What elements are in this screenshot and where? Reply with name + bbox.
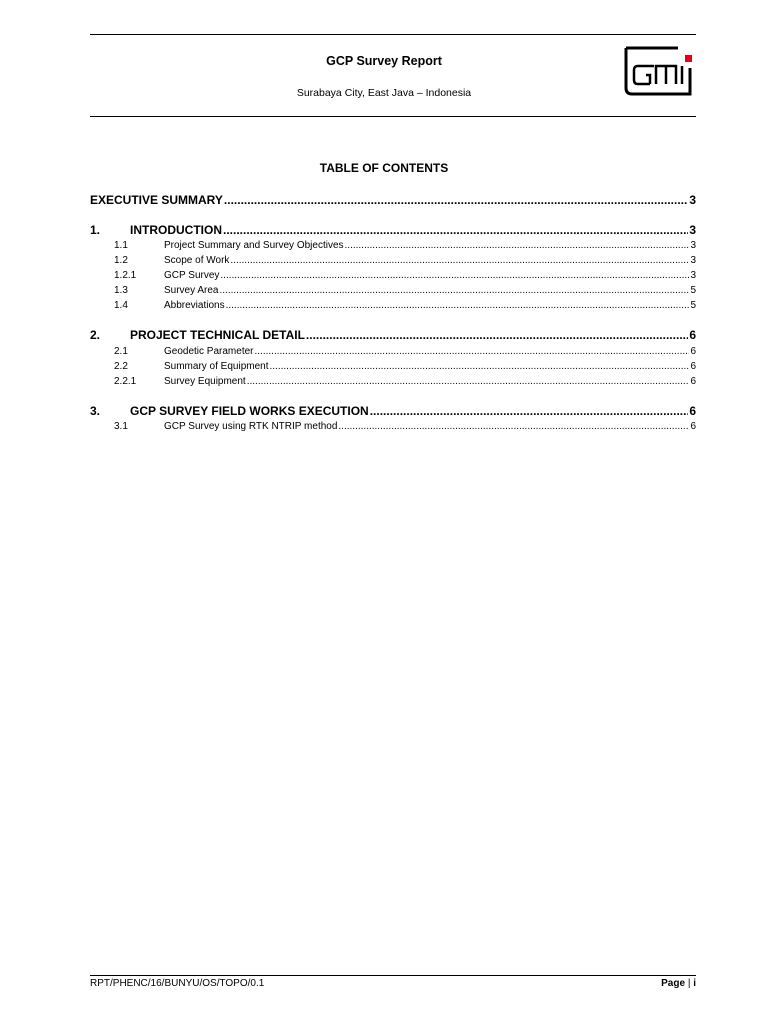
toc-dot-leader bbox=[370, 404, 689, 418]
toc-entry-page: 6 bbox=[690, 346, 696, 357]
header-bottom-rule bbox=[90, 116, 696, 117]
company-logo-mark bbox=[624, 46, 694, 96]
toc-entry-number: 3. bbox=[90, 404, 101, 418]
toc-dot-leader bbox=[226, 300, 690, 311]
document-subtitle: Surabaya City, East Java – Indonesia bbox=[296, 87, 472, 99]
toc-entry[interactable] bbox=[90, 346, 696, 360]
toc-entry[interactable] bbox=[90, 270, 696, 284]
toc-entry-page: 3 bbox=[689, 223, 696, 237]
toc-dot-leader bbox=[255, 346, 690, 357]
toc-heading: TABLE OF CONTENTS bbox=[319, 161, 449, 175]
toc-dot-leader bbox=[224, 193, 688, 207]
toc-entry-title[interactable]: Summary of Equipment bbox=[164, 361, 269, 372]
toc-entry[interactable] bbox=[90, 361, 696, 375]
toc-dot-leader bbox=[270, 361, 690, 372]
toc-entry-page: 5 bbox=[690, 285, 696, 296]
toc-entry-number: 1. bbox=[90, 223, 101, 237]
toc-entry-title[interactable]: GCP SURVEY FIELD WORKS EXECUTION bbox=[130, 404, 369, 418]
toc-entry-page: 6 bbox=[690, 376, 696, 387]
toc-entry[interactable] bbox=[90, 193, 696, 209]
toc-entry[interactable] bbox=[90, 328, 696, 344]
toc-entry-page: 6 bbox=[690, 361, 696, 372]
toc-entry-number: 2.2 bbox=[114, 361, 128, 372]
toc-entry-page: 6 bbox=[690, 421, 696, 432]
page-number: i bbox=[693, 978, 696, 989]
toc-entry-title[interactable]: GCP Survey bbox=[164, 270, 220, 281]
toc-entry-title[interactable]: GCP Survey using RTK NTRIP method bbox=[164, 421, 338, 432]
toc-entry-number: 1.2.1 bbox=[114, 270, 137, 281]
toc-entry-page: 3 bbox=[690, 255, 696, 266]
toc-entry[interactable] bbox=[90, 240, 696, 254]
toc-entry[interactable] bbox=[90, 285, 696, 299]
toc-entry[interactable] bbox=[90, 404, 696, 420]
toc-entry-page: 6 bbox=[689, 328, 696, 342]
toc-entry-title[interactable]: Geodetic Parameter bbox=[164, 346, 254, 357]
toc-dot-leader bbox=[338, 421, 689, 432]
header-top-rule bbox=[90, 34, 696, 35]
toc-dot-leader bbox=[219, 285, 689, 296]
document-title: GCP Survey Report bbox=[326, 54, 442, 68]
toc-entry-title[interactable]: Abbreviations bbox=[164, 300, 225, 311]
toc-dot-leader bbox=[220, 270, 689, 281]
toc-entry-number: 3.1 bbox=[114, 421, 128, 432]
toc-entry-page: 3 bbox=[690, 270, 696, 281]
toc-dot-leader bbox=[306, 328, 688, 342]
toc-dot-leader bbox=[247, 376, 690, 387]
toc-entry[interactable] bbox=[90, 376, 696, 390]
toc-dot-leader bbox=[223, 223, 688, 237]
toc-entry-number: 1.4 bbox=[114, 300, 128, 311]
toc-dot-leader bbox=[230, 255, 689, 266]
toc-entry-title[interactable]: Project Summary and Survey Objectives bbox=[164, 240, 344, 251]
toc-entry-title[interactable]: PROJECT TECHNICAL DETAIL bbox=[130, 328, 305, 342]
footer-rule bbox=[90, 975, 696, 976]
toc-dot-leader bbox=[345, 240, 690, 251]
document-reference: RPT/PHENC/16/BUNYU/OS/TOPO/0.1 bbox=[90, 978, 265, 989]
toc-entry-page: 3 bbox=[689, 193, 696, 207]
page-indicator bbox=[661, 978, 696, 989]
page-label: Page bbox=[661, 978, 686, 989]
toc-entry[interactable] bbox=[90, 300, 696, 314]
toc-entry-number: 2.2.1 bbox=[114, 376, 137, 387]
toc-entry[interactable] bbox=[90, 255, 696, 269]
toc-entry-title[interactable]: Survey Area bbox=[164, 285, 219, 296]
company-logo bbox=[624, 46, 694, 96]
toc-entry[interactable] bbox=[90, 421, 696, 435]
toc-entry-page: 5 bbox=[690, 300, 696, 311]
toc-entry-number: 2. bbox=[90, 328, 101, 342]
toc-entry-page: 6 bbox=[689, 404, 696, 418]
toc-entry-title[interactable]: INTRODUCTION bbox=[130, 223, 222, 237]
page-separator: | bbox=[687, 978, 691, 989]
toc-entry-title[interactable]: EXECUTIVE SUMMARY bbox=[90, 193, 223, 207]
toc-entry-page: 3 bbox=[690, 240, 696, 251]
toc-entry-number: 1.1 bbox=[114, 240, 128, 251]
toc-entry[interactable] bbox=[90, 223, 696, 239]
toc-entry-title[interactable]: Survey Equipment bbox=[164, 376, 246, 387]
toc-entry-title[interactable]: Scope of Work bbox=[164, 255, 230, 266]
toc-entry-number: 2.1 bbox=[114, 346, 128, 357]
toc-entry-number: 1.3 bbox=[114, 285, 128, 296]
toc-entry-number: 1.2 bbox=[114, 255, 128, 266]
